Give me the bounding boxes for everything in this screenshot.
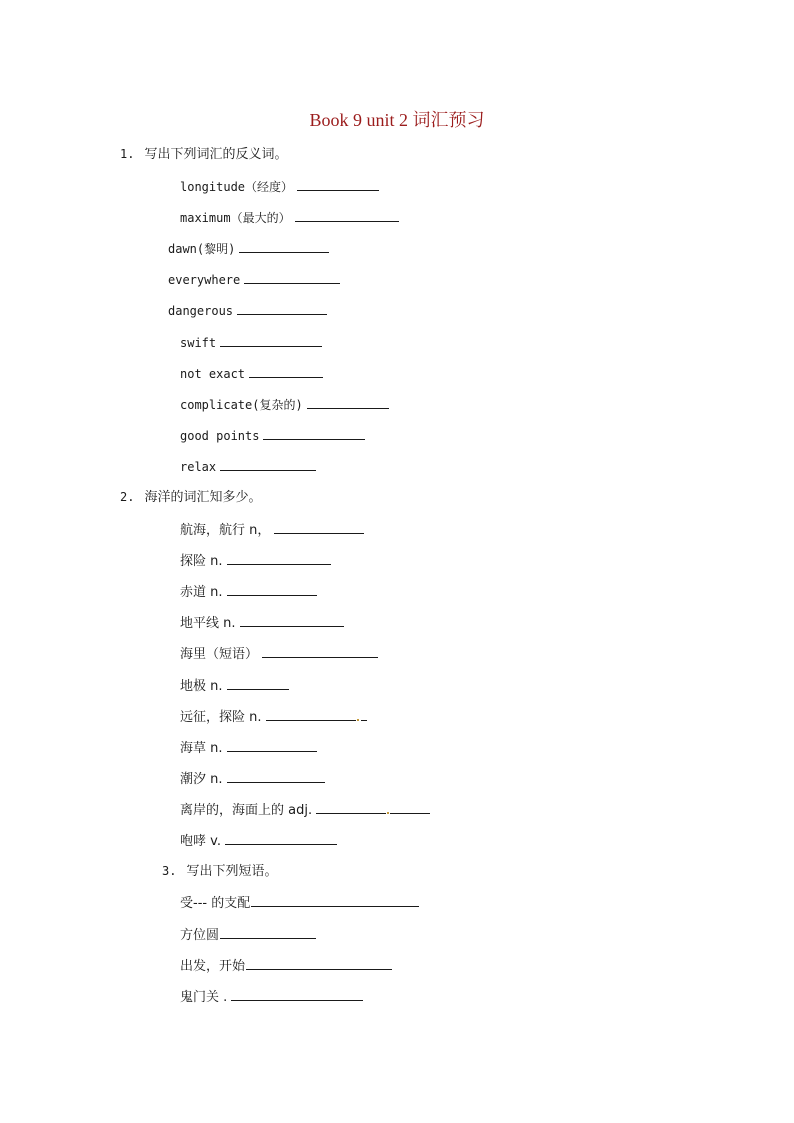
answer-blank[interactable] bbox=[246, 957, 392, 970]
section-3-heading bbox=[162, 863, 277, 880]
antonym-prompt: relax bbox=[180, 460, 217, 474]
answer-blank[interactable] bbox=[220, 926, 316, 939]
section-1-heading-text: 写出下列词汇的反义词。 bbox=[144, 147, 288, 162]
vocab-item bbox=[180, 521, 364, 539]
answer-blank[interactable] bbox=[297, 178, 379, 191]
antonym-prompt: complicate(复杂的) bbox=[180, 398, 303, 412]
antonym-item bbox=[168, 240, 329, 257]
dot-mark bbox=[387, 812, 389, 814]
answer-blank[interactable] bbox=[249, 365, 323, 378]
phrase-item bbox=[180, 926, 316, 944]
vocab-prompt: 地极 n. bbox=[180, 679, 223, 694]
answer-blank[interactable] bbox=[240, 614, 344, 627]
vocab-item bbox=[180, 645, 378, 663]
answer-blank[interactable] bbox=[295, 209, 399, 222]
section-2-heading-text: 海洋的词汇知多少。 bbox=[144, 490, 262, 505]
antonym-prompt: dangerous bbox=[168, 304, 234, 318]
answer-blank[interactable] bbox=[227, 583, 317, 596]
answer-blank-second[interactable] bbox=[390, 801, 430, 814]
answer-blank[interactable] bbox=[263, 427, 365, 440]
answer-blank[interactable] bbox=[266, 708, 356, 721]
vocab-prompt: 地平线 n. bbox=[180, 616, 236, 631]
vocab-prompt: 潮汐 n. bbox=[180, 772, 223, 787]
answer-blank[interactable] bbox=[220, 458, 316, 471]
vocab-prompt: 探险 n. bbox=[180, 554, 223, 569]
answer-blank[interactable] bbox=[225, 832, 337, 845]
answer-blank[interactable] bbox=[244, 271, 340, 284]
answer-blank[interactable] bbox=[237, 302, 327, 315]
antonym-item bbox=[180, 365, 323, 382]
section-3-heading-text: 写出下列短语。 bbox=[186, 864, 278, 879]
answer-blank[interactable] bbox=[227, 770, 325, 783]
section-2-heading bbox=[120, 489, 261, 506]
answer-blank[interactable] bbox=[239, 240, 329, 253]
antonym-prompt: not exact bbox=[180, 367, 246, 381]
vocab-item bbox=[180, 583, 317, 601]
antonym-item bbox=[168, 271, 340, 288]
vocab-item bbox=[180, 614, 344, 632]
vocab-prompt: 离岸的，海面上的 adj. bbox=[180, 803, 313, 818]
section-3-number: 3. bbox=[162, 864, 177, 878]
phrase-prompt: 方位圆 bbox=[180, 928, 220, 943]
vocab-item bbox=[180, 770, 325, 788]
phrase-item bbox=[180, 894, 419, 912]
section-1-heading bbox=[120, 146, 287, 163]
antonym-prompt: longitude（经度） bbox=[180, 180, 294, 194]
answer-blank[interactable] bbox=[220, 334, 322, 347]
answer-blank[interactable] bbox=[316, 801, 386, 814]
page-title: Book 9 unit 2 词汇预习 bbox=[309, 110, 485, 130]
vocab-item bbox=[180, 708, 367, 726]
answer-blank-tail bbox=[361, 708, 367, 721]
vocab-prompt: 海里（短语） bbox=[180, 647, 259, 662]
vocab-item bbox=[180, 677, 289, 695]
antonym-item bbox=[180, 396, 389, 413]
antonym-item bbox=[180, 334, 322, 351]
answer-blank[interactable] bbox=[231, 988, 363, 1001]
vocab-item bbox=[180, 832, 337, 850]
answer-blank[interactable] bbox=[227, 739, 317, 752]
answer-blank[interactable] bbox=[274, 521, 364, 534]
antonym-prompt: maximum（最大的） bbox=[180, 211, 291, 225]
answer-blank[interactable] bbox=[307, 396, 389, 409]
vocab-prompt: 赤道 n. bbox=[180, 585, 223, 600]
vocab-prompt: 咆哮 v. bbox=[180, 834, 221, 849]
antonym-prompt: good points bbox=[180, 429, 260, 443]
vocab-prompt: 海草 n. bbox=[180, 741, 223, 756]
antonym-prompt: everywhere bbox=[168, 273, 241, 287]
antonym-item bbox=[180, 209, 399, 226]
phrase-prompt: 鬼门关 . bbox=[180, 990, 228, 1005]
answer-blank[interactable] bbox=[251, 894, 419, 907]
vocab-item bbox=[180, 801, 430, 819]
answer-blank[interactable] bbox=[227, 552, 331, 565]
vocab-prompt: 远征，探险 n. bbox=[180, 710, 262, 725]
phrase-item bbox=[180, 988, 363, 1006]
dot-mark bbox=[357, 719, 359, 721]
antonym-prompt: swift bbox=[180, 336, 217, 350]
phrase-prompt: 受--- 的支配 bbox=[180, 896, 251, 911]
vocab-prompt: 航海，航行 n， bbox=[180, 523, 271, 538]
section-1-number: 1. bbox=[120, 147, 135, 161]
antonym-item bbox=[168, 302, 327, 319]
antonym-item bbox=[180, 178, 379, 195]
antonym-item bbox=[180, 458, 316, 475]
vocab-item bbox=[180, 552, 331, 570]
antonym-prompt: dawn(黎明) bbox=[168, 242, 236, 256]
answer-blank[interactable] bbox=[227, 677, 289, 690]
section-2-number: 2. bbox=[120, 490, 135, 504]
antonym-item bbox=[180, 427, 365, 444]
vocab-item bbox=[180, 739, 317, 757]
phrase-item bbox=[180, 957, 392, 975]
answer-blank[interactable] bbox=[262, 645, 378, 658]
phrase-prompt: 出发，开始 bbox=[180, 959, 246, 974]
